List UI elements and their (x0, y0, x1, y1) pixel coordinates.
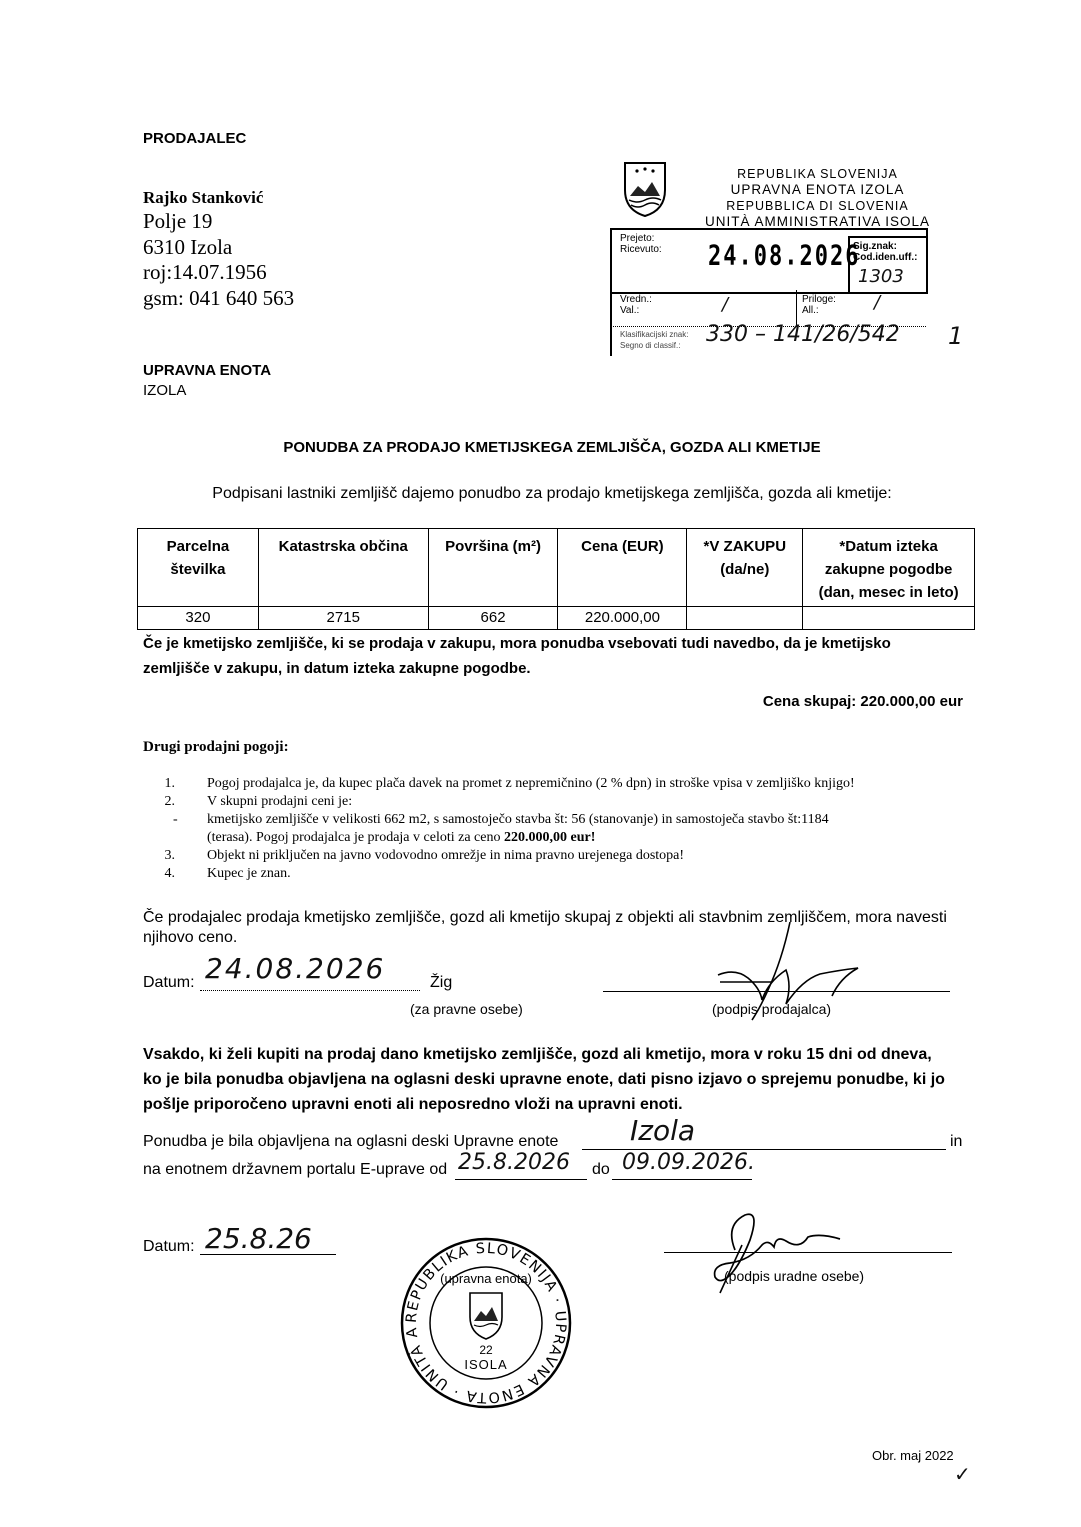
th-area: Površina (m²) (428, 529, 558, 607)
seal-caption: (za pravne osebe) (410, 1001, 523, 1017)
received-label2: Ricevuto: (620, 244, 662, 255)
registry-stamp (610, 158, 970, 383)
publication-office: Izola (630, 1114, 696, 1147)
official-seal (398, 1235, 574, 1411)
value-label1: Vredn.: (620, 294, 652, 305)
lease-note (143, 631, 891, 681)
seller-phone: gsm: 041 640 563 (143, 285, 295, 310)
buyer-notice (143, 1042, 945, 1117)
recipient-line2: IZOLA (143, 382, 187, 399)
seal-label: Žig (430, 974, 453, 991)
publication-to: 09.09.2026. (622, 1150, 755, 1175)
class-value: 330 – 141/26/542 (706, 322, 900, 347)
list-item: 3. Objekt ni priključen na javno vodovodno omrežje in nima pravno urejenega dostopa! (164, 848, 685, 863)
stamp-line1: REPUBLIKA SLOVENIJA (737, 167, 898, 181)
list-item: 1. Pogoj prodajalca je, da kupec plača davek na promet z nepremičnino (2 % dpn) in stroške vpisa v zemljiško knjigo! (164, 776, 855, 791)
received-date: 24.08.2026 (708, 240, 861, 273)
form-version: Obr. maj 2022 (872, 1448, 954, 1463)
cell-parcel: 320 (138, 607, 259, 630)
document-title: PONUDBA ZA PRODAJO KMETIJSKEGA ZEMLJIŠČA, GOZDA ALI KMETIJE (283, 439, 821, 456)
publication-to-label: do (592, 1161, 610, 1178)
seller-address-line1: Polje 19 (143, 209, 213, 233)
cell-area: 662 (428, 607, 558, 630)
stamp-sig-box (848, 236, 928, 294)
objects-note-line2: njihovo ceno. (143, 929, 238, 946)
official-seal-ring (398, 1235, 574, 1411)
official-date-label: Datum: (143, 1238, 195, 1255)
seller-signature (690, 920, 870, 1030)
stamp-line3: REPUBBLICA DI SLOVENIA (726, 199, 909, 213)
stamp-line4: UNITÀ AMMINISTRATIVA ISOLA (704, 214, 931, 229)
publication-line1-prefix: Ponudba je bila objavljena na oglasni deski Upravne enote (143, 1133, 559, 1150)
publication-line1-suffix: in (950, 1133, 963, 1150)
conditions-price: 220.000,00 eur! (503, 830, 596, 845)
attach-mark: / (874, 292, 881, 313)
seal-city: ISOLA (464, 1357, 508, 1372)
sig-label2: Cod.iden.uff.: (853, 252, 918, 263)
cell-cadastral: 2715 (258, 607, 428, 630)
publication-from: 25.8.2026 (458, 1150, 570, 1175)
list-item: 4. Kupec je znan. (164, 866, 291, 881)
class-label2: Segno di classif.: (620, 341, 681, 350)
stamp-class-row (610, 322, 964, 356)
seller-name: Rajko Stanković (143, 188, 264, 207)
seller-signature-caption: (podpis prodajalca) (712, 1001, 832, 1017)
seller-date-value: 24.08.2026 (205, 952, 386, 985)
th-price: Cena (EUR) (558, 529, 687, 607)
coat-of-arms-icon (622, 160, 668, 218)
th-cadastral: Katastrska občina (258, 529, 428, 607)
cell-price: 220.000,00 (558, 607, 687, 630)
objects-note-line1: Če prodajalec prodaja kmetijsko zemljišče, gozd ali kmetijo skupaj z objekti ali stavbnim zemljiščem, mora navesti (143, 909, 947, 926)
intro-text: Podpisani lastniki zemljišč dajemo ponudbo za prodajo kmetijskega zemljišča, gozda ali kmetije: (212, 485, 892, 502)
table-row (138, 607, 975, 630)
seller-date-label: Datum: (143, 974, 195, 991)
class-label1: Klasifikacijski znak: (620, 330, 689, 339)
official-signature-caption: (podpis uradne osebe) (724, 1268, 865, 1284)
publication-line2-prefix: na enotnem državnem portalu E-uprave od (143, 1161, 448, 1178)
value-label2: Val.: (620, 305, 640, 316)
seller-birth: roj:14.07.1956 (143, 260, 267, 284)
class-suffix: 1 (948, 322, 964, 350)
list-item: 2. V skupni prodajni ceni je: (164, 794, 353, 809)
official-signature (690, 1205, 870, 1300)
attach-label1: Priloge: (802, 294, 836, 305)
seller-address (143, 209, 294, 311)
sig-label1: Sig.znak: (853, 241, 897, 252)
received-label1: Prejeto: (620, 233, 655, 244)
value-mark: / (722, 294, 729, 315)
seller-heading: PRODAJALEC (143, 130, 247, 147)
total-price: Cena skupaj: 220.000,00 eur (762, 693, 963, 710)
list-item: (terasa). Pogoj prodajalca je prodaja v celoti za ceno 220.000,00 eur! (207, 830, 596, 845)
seal-number: 22 (479, 1343, 493, 1357)
conditions-list (145, 776, 975, 896)
recipient-line1: UPRAVNA ENOTA (143, 362, 272, 379)
th-parcel: Parcelna številka (138, 529, 259, 607)
lease-note-line2: zemljišče v zakupu, in datum izteka zakupne pogodbe. (143, 660, 531, 677)
cell-lease-end (803, 607, 975, 630)
stamp-line2: UPRAVNA ENOTA IZOLA (730, 182, 905, 197)
seal-outer-text: REPUBLIKA SLOVENIJA · UPRAVNA ENOTA · UNITÀ A (403, 1240, 569, 1406)
seller-address-line2: 6310 Izola (143, 234, 233, 259)
buyer-notice-line1: Vsakdo, ki želi kupiti na prodaj dano kmetijsko zemljišče, gozd ali kmetijo, mora v roku 15 dni od dneva, (143, 1046, 932, 1063)
th-lease-end: *Datum izteka zakupne pogodbe (dan, mesec in leto) (803, 529, 975, 607)
buyer-notice-line2: ko je bila ponudba objavljena na oglasni deski upravne enote, dati pisno izjavo o sprejemu ponudbe, ki jo (143, 1071, 945, 1088)
th-lease: *V ZAKUPU (da/ne) (687, 529, 803, 607)
lease-note-line1: Če je kmetijsko zemljišče, ki se prodaja v zakupu, mora ponudba vsebovati tudi navedbo, da je kmetijsko (143, 635, 891, 652)
official-seal-caption: (upravna enota) (440, 1271, 532, 1286)
buyer-notice-line3: pošlje priporočeno upravni enoti ali neposredno vloži na upravni enoti. (143, 1096, 683, 1113)
sig-value: 1303 (858, 266, 904, 287)
offer-table (137, 528, 975, 630)
official-date-value: 25.8.26 (205, 1222, 312, 1255)
check-mark-icon: ✓ (954, 1462, 971, 1486)
list-item: - kmetijsko zemljišče v velikosti 662 m2, s samostoječo stavba št: 56 (stanovanje) in samostoječa stavbo št:1184 (173, 812, 829, 827)
conditions-heading: Drugi prodajni pogoji: (143, 739, 289, 755)
attach-label2: All.: (802, 305, 819, 316)
cell-lease (687, 607, 803, 630)
